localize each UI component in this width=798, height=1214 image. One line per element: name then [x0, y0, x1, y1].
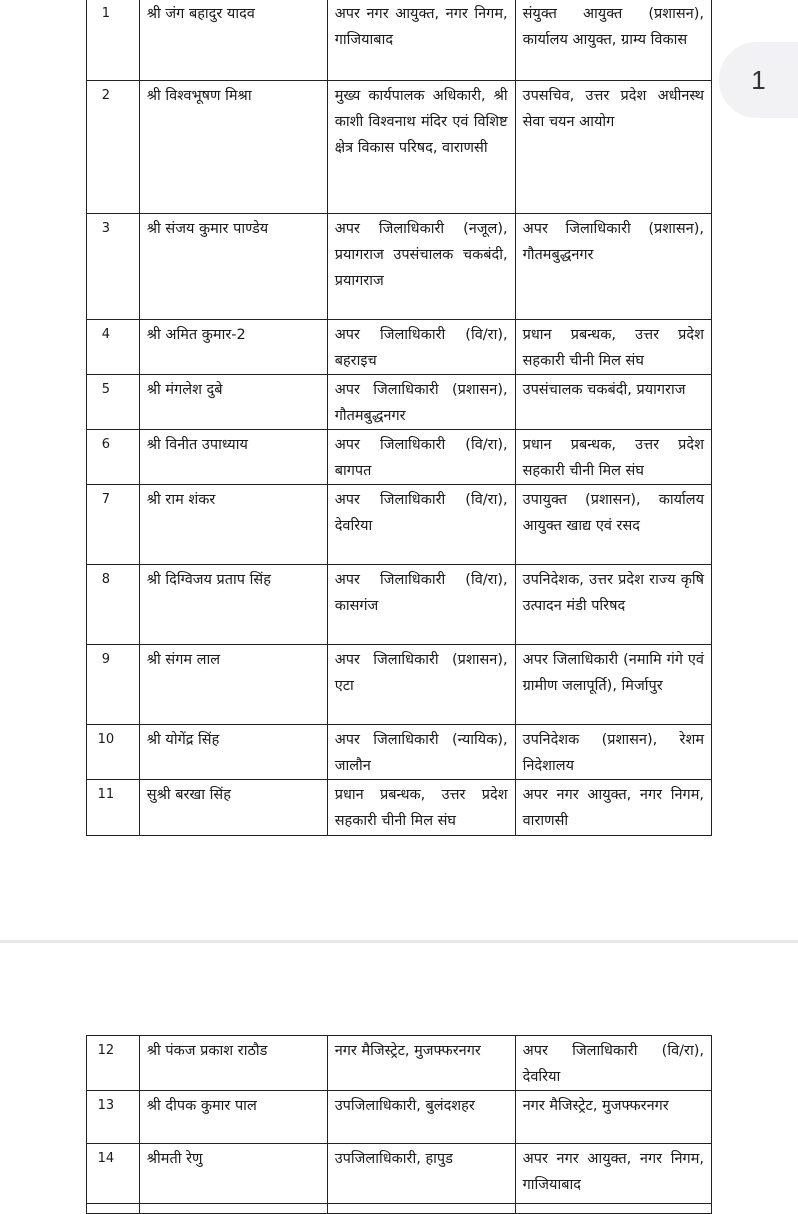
serial-number-cell: 6	[87, 430, 140, 485]
serial-number-cell: 1	[87, 0, 140, 81]
officer-name-cell: श्री अमित कुमार-2	[139, 320, 327, 375]
table-row	[87, 1144, 712, 1204]
page-separator	[0, 940, 798, 943]
current-post-cell	[327, 1204, 515, 1214]
current-post-cell: अपर जिलाधिकारी (वि/रा), बागपत	[327, 430, 515, 485]
new-post-cell: अपर जिलाधिकारी (प्रशासन), गौतमबुद्धनगर	[515, 214, 711, 320]
current-post-cell: अपर जिलाधिकारी (नजूल), प्रयागराज उपसंचालक चकबंदी, प्रयागराज	[327, 214, 515, 320]
table-row	[87, 780, 712, 836]
new-post-cell: उपनिदेशक, उत्तर प्रदेश राज्य कृषि उत्पादन मंडी परिषद	[515, 565, 711, 645]
table-row	[87, 0, 712, 81]
officer-name-cell: श्री दीपक कुमार पाल	[139, 1091, 327, 1144]
page-number-indicator[interactable]: 1	[719, 42, 798, 118]
new-post-cell: उपसचिव, उत्तर प्रदेश अधीनस्थ सेवा चयन आयोग	[515, 81, 711, 214]
new-post-cell: प्रधान प्रबन्धक, उत्तर प्रदेश सहकारी चीनी मिल संघ	[515, 320, 711, 375]
new-post-cell: उपायुक्त (प्रशासन), कार्यालय आयुक्त खाद्य एवं रसद	[515, 485, 711, 565]
current-post-cell: अपर जिलाधिकारी (वि/रा), बहराइच	[327, 320, 515, 375]
serial-number-cell: 10	[87, 725, 140, 780]
officer-name-cell: श्रीमती रेणु	[139, 1144, 327, 1204]
serial-number-cell: 2	[87, 81, 140, 214]
officer-name-cell: श्री योगेंद्र सिंह	[139, 725, 327, 780]
table-row	[87, 565, 712, 645]
new-post-cell: अपर नगर आयुक्त, नगर निगम, वाराणसी	[515, 780, 711, 836]
new-post-cell: प्रधान प्रबन्धक, उत्तर प्रदेश सहकारी चीनी मिल संघ	[515, 430, 711, 485]
officer-name-cell: श्री विश्वभूषण मिश्रा	[139, 81, 327, 214]
officer-name-cell: श्री संगम लाल	[139, 645, 327, 725]
serial-number-cell: 14	[87, 1144, 140, 1204]
current-post-cell: नगर मैजिस्ट्रेट, मुजफ्फरनगर	[327, 1036, 515, 1091]
table-row	[87, 81, 712, 214]
current-post-cell: उपजिलाधिकारी, बुलंदशहर	[327, 1091, 515, 1144]
officer-name-cell: श्री विनीत उपाध्याय	[139, 430, 327, 485]
new-post-cell: अपर जिलाधिकारी (नमामि गंगे एवं ग्रामीण जलापूर्ति), मिर्जापुर	[515, 645, 711, 725]
officer-name-cell: श्री पंकज प्रकाश राठौड	[139, 1036, 327, 1091]
serial-number-cell: 7	[87, 485, 140, 565]
officer-name-cell: सुश्री बरखा सिंह	[139, 780, 327, 836]
new-post-cell: उपनिदेशक (प्रशासन), रेशम निदेशालय	[515, 725, 711, 780]
table-row	[87, 430, 712, 485]
table-row	[87, 725, 712, 780]
table-row	[87, 1091, 712, 1144]
current-post-cell: अपर जिलाधिकारी (वि/रा), कासगंज	[327, 565, 515, 645]
serial-number-cell: 4	[87, 320, 140, 375]
serial-number-cell: 11	[87, 780, 140, 836]
serial-number-cell: 9	[87, 645, 140, 725]
serial-number-cell: 12	[87, 1036, 140, 1091]
table-row	[87, 645, 712, 725]
transfer-table-part-1	[86, 0, 712, 836]
current-post-cell: अपर जिलाधिकारी (वि/रा), देवरिया	[327, 485, 515, 565]
officer-name-cell: श्री राम शंकर	[139, 485, 327, 565]
current-post-cell: अपर नगर आयुक्त, नगर निगम, गाजियाबाद	[327, 0, 515, 81]
serial-number-cell: 5	[87, 375, 140, 430]
new-post-cell	[515, 1204, 711, 1214]
serial-number-cell	[87, 1204, 140, 1214]
new-post-cell: उपसंचालक चकबंदी, प्रयागराज	[515, 375, 711, 430]
officer-name-cell: श्री जंग बहादुर यादव	[139, 0, 327, 81]
current-post-cell: अपर जिलाधिकारी (न्यायिक), जालौन	[327, 725, 515, 780]
serial-number-cell: 8	[87, 565, 140, 645]
current-post-cell: प्रधान प्रबन्धक, उत्तर प्रदेश सहकारी चीनी मिल संघ	[327, 780, 515, 836]
serial-number-cell: 13	[87, 1091, 140, 1144]
new-post-cell: अपर नगर आयुक्त, नगर निगम, गाजियाबाद	[515, 1144, 711, 1204]
table-row	[87, 1036, 712, 1091]
serial-number-cell: 3	[87, 214, 140, 320]
table-row	[87, 214, 712, 320]
table-row	[87, 485, 712, 565]
transfer-table-part-2	[86, 1035, 712, 1214]
current-post-cell: अपर जिलाधिकारी (प्रशासन), एटा	[327, 645, 515, 725]
officer-name-cell: श्री मंगलेश दुबे	[139, 375, 327, 430]
officer-name-cell	[139, 1204, 327, 1214]
new-post-cell: संयुक्त आयुक्त (प्रशासन), कार्यालय आयुक्त, ग्राम्य विकास	[515, 0, 711, 81]
current-post-cell: उपजिलाधिकारी, हापुड	[327, 1144, 515, 1204]
new-post-cell: नगर मैजिस्ट्रेट, मुजफ्फरनगर	[515, 1091, 711, 1144]
table-row	[87, 320, 712, 375]
table-row	[87, 375, 712, 430]
new-post-cell: अपर जिलाधिकारी (वि/रा), देवरिया	[515, 1036, 711, 1091]
current-post-cell: अपर जिलाधिकारी (प्रशासन), गौतमबुद्धनगर	[327, 375, 515, 430]
current-post-cell: मुख्य कार्यपालक अधिकारी, श्री काशी विश्वनाथ मंदिर एवं विशिष्ट क्षेत्र विकास परिषद, वाराणसी	[327, 81, 515, 214]
officer-name-cell: श्री संजय कुमार पाण्डेय	[139, 214, 327, 320]
table-row	[87, 1204, 712, 1214]
officer-name-cell: श्री दिग्विजय प्रताप सिंह	[139, 565, 327, 645]
